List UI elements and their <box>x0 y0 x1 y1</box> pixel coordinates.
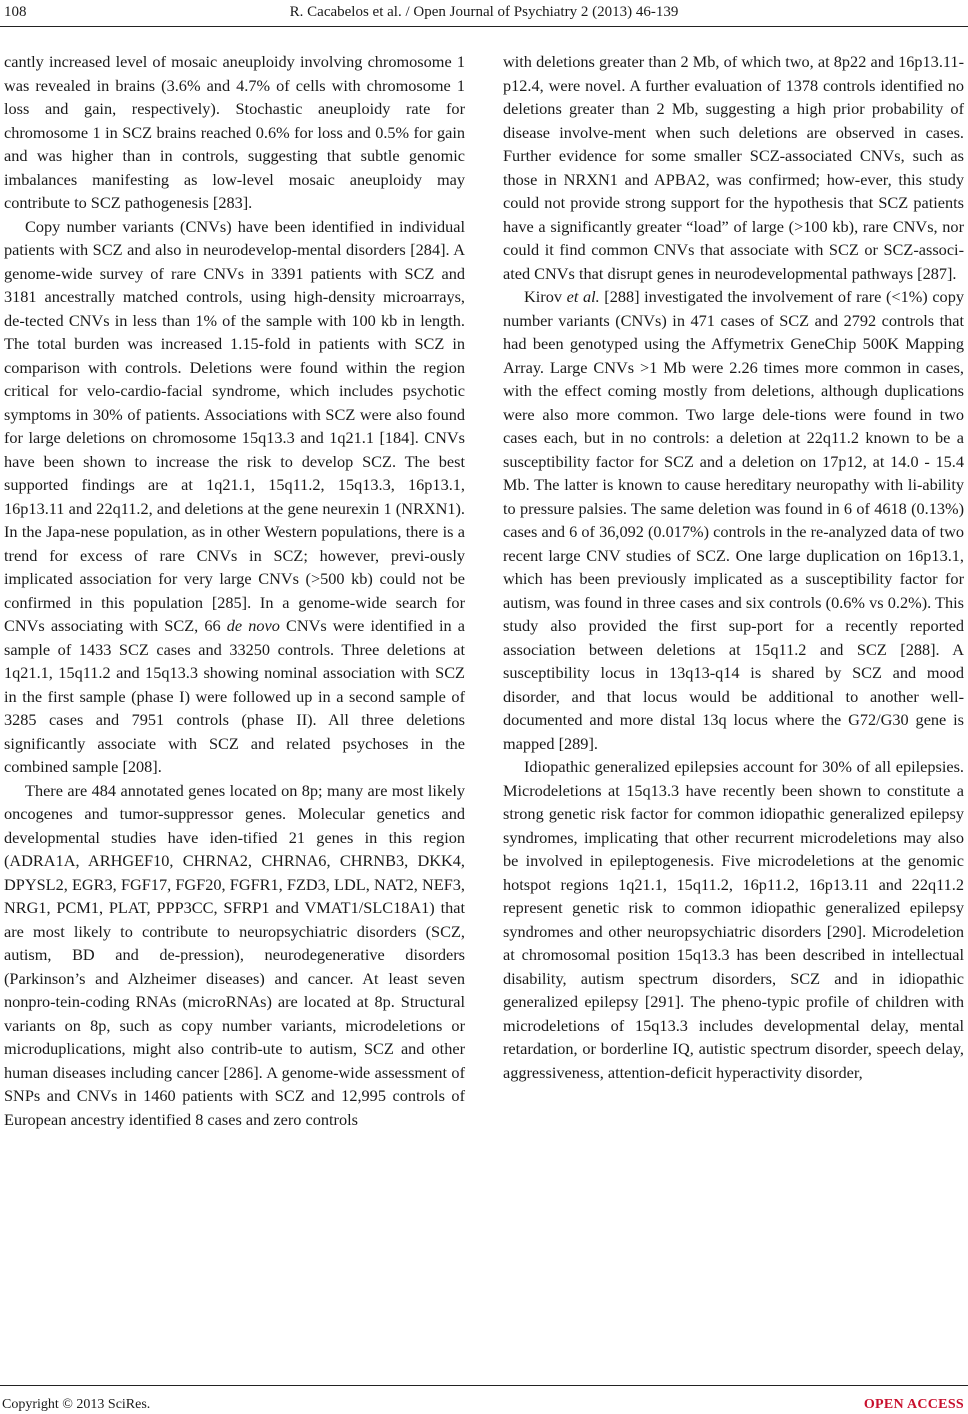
paragraph <box>4 215 465 779</box>
page-footer <box>0 1394 968 1414</box>
paragraph-text: [288] investigated the involvement of rare (<1%) copy number variants (CNVs) in 471 cases of SCZ and 2792 controls that had been genotyped using the Affymetrix GeneChip 500K Mapping Array. Large CNVs >1 Mb were 2.26 times more common in cases, with the effect coming mostly from deletions, although duplications were also more common. Two large dele-tions were found in two cases each, but in no controls: a deletion at 22q11.2 known to be a susceptibility factor for SCZ and a deletion on 17p12, at 14.0 - 15.4 Mb. The latter is known to cause hereditary neuropathy with li-ability to pressure palsies. The same deletion was found in 6 of 4618 (0.13%) cases and 6 of 36,092 (0.017%) controls in the re-analyzed data of two recent large CNV studies of SCZ. One large duplication on 16p13.1, which has been previously implicated as a susceptibility factor for autism, was found in three cases and six controls (0.6% vs 0.2%). This study also provided the first sup-port for a recently reported association between deletions at 15q11.2 and SCZ [288]. A susceptibility locus in 13q13-q14 is shared by SCZ and mood disorder, and that locus would be additional to another well-documented and more distal 13q locus where the G72/G30 gene is mapped [289]. <box>503 287 964 753</box>
paragraph <box>503 50 964 285</box>
paragraph-text: Kirov <box>524 287 567 306</box>
paragraph-text: with deletions greater than 2 Mb, of which two, at 8p22 and 16p13.11-p12.4, were novel. A further evaluation of 1378 controls identified no deletions greater than 2 Mb, suggesting a high prior probability of disease involve-ment when such deletions are observed in cases. Further evidence for some smaller SCZ-associated CNVs, such as those in NRXN1 and APBA2, was confirmed; how-ever, this study could not provide strong support for the hypothesis that SCZ patients have a significantly greater “load” of large (>100 kb), rare CNVs, nor could it find common CNVs that associate with SCZ or SCZ-associ-ated CNVs that disrupt genes in neurodevelopmental pathways [287]. <box>503 52 964 283</box>
paragraph <box>4 779 465 1132</box>
paragraph-text: Idiopathic generalized epilepsies account for 30% of all epilepsies. Microdeletions at 15q13.3 have recently been shown to constitute a strong genetic risk factor for common idiopathic generalized epilepsy syndromes, implicating that other recurrent microdeletions may also be involved in epileptogenesis. Five microdeletions at the genomic hotspot regions 1q21.1, 15q11.2, 16p11.2, 16p13.11 and 22q11.2 represent genetic risk to common idiopathic generalized epilepsy syndromes and other neuropsychiatric disorders [290]. Microdeletion at chromosomal position 15q13.3 has been described in intellectual disability, autism spectrum disorders, SCZ and in idiopathic generalized epilepsy [291]. The pheno-typic profile of children with microdeletions of 15q13.3 includes developmental delay, mental retardation, or borderline IQ, autistic spectrum disorder, speech delay, aggressiveness, attention-deficit hyperactivity disorder, <box>503 757 964 1082</box>
paragraph <box>503 755 964 1084</box>
left-column <box>4 50 465 1131</box>
open-access-label: OPEN ACCESS <box>863 1397 964 1412</box>
italic-term: de novo <box>226 616 280 635</box>
paragraph <box>4 50 465 215</box>
copyright-text: Copyright © 2013 SciRes. <box>2 1397 151 1412</box>
page-number: 108 <box>4 4 27 20</box>
italic-term: et al. <box>566 287 600 306</box>
paragraph-text: cantly increased level of mosaic aneuploidy involving chromosome 1 was revealed in brains (3.6% and 4.7% of cells with chromosome 1 loss and gain, respectively). Stochastic aneuploidy rate for chromosome 1 in SCZ brains reached 0.6% for loss and 0.5% for gain and was higher than in controls, suggesting that subtle genomic imbalances manifesting as low-level mosaic aneuploidy may contribute to SCZ pathogenesis [283]. <box>4 52 465 212</box>
footer-rule <box>0 1385 968 1386</box>
header-rule <box>0 26 968 27</box>
running-head: R. Cacabelos et al. / Open Journal of Psychiatry 2 (2013) 46-139 <box>289 4 679 20</box>
paragraph-text: Copy number variants (CNVs) have been identified in individual patients with SCZ and also in neurodevelop-mental disorders [284]. A genome-wide survey of rare CNVs in 3391 patients with SCZ and 3181 ancestrally matched controls, using high-density microarrays, de-tected CNVs in less than 1% of the sample with 100 kb in length. The total burden was increased 1.15-fold in patients with SCZ in comparison with controls. Deletions were found within the region critical for velo-cardio-facial syndrome, which includes psychotic symptoms in 30% of patients. Associations with SCZ were also found for large deletions on chromosome 15q13.3 and 1q21.1 [184]. CNVs have been shown to increase the risk to develop SCZ. The best supported findings are at 1q21.1, 15q11.2, 15q13.3, 16p13.1, 16p13.11 and 22q11.2, and deletions at the gene neurexin 1 (NRXN1). In the Japa-nese population, as in other Western populations, there is a trend for excess of rare CNVs in SCZ; however, previ-ously implicated association for very large CNVs (>500 kb) could not be confirmed in this population [285]. In a genome-wide search for CNVs associating with SCZ, 66 <box>4 216 465 635</box>
right-column <box>503 50 964 1084</box>
paragraph-text: There are 484 annotated genes located on 8p; many are most likely oncogenes and tumor-suppressor genes. Molecular genetics and developmental studies have iden-tified 21 genes in this region (ADRA1A, ARHGEF10, CHRNA2, CHRNA6, CHRNB3, DKK4, DPYSL2, EGR3, FGF17, FGF20, FGFR1, FZD3, LDL, NAT2, NEF3, NRG1, PCM1, PLAT, PPP3CC, SFRP1 and VMAT1/SLC18A1) that are most likely to contribute to neuropsychiatric disorders (SCZ, autism, BD and de-pression), neurodegenerative disorders (Parkinson’s and Alzheimer diseases) and cancer. At least seven nonpro-tein-coding RNAs (microRNAs) are located at 8p. Structural variants on 8p, such as copy number variants, microdeletions or microduplications, might also contrib-ute to autism, SCZ and other human diseases including cancer [286]. A genome-wide assessment of SNPs and CNVs in 1460 patients with SCZ and 12,995 controls of European ancestry identified 8 cases and zero controls <box>4 780 465 1129</box>
page-header <box>0 0 968 26</box>
paragraph-text: CNVs were identified in a sample of 1433 SCZ cases and 33250 controls. Three deletions at 1q21.1, 15q11.2 and 15q13.3 showing nominal association with SCZ in the first sample (phase I) were followed up in a second sample of 3285 cases and 7951 controls (phase II). All three deletions significantly associate with SCZ and related psychoses in the combined sample [208]. <box>4 616 465 776</box>
paragraph <box>503 285 964 755</box>
